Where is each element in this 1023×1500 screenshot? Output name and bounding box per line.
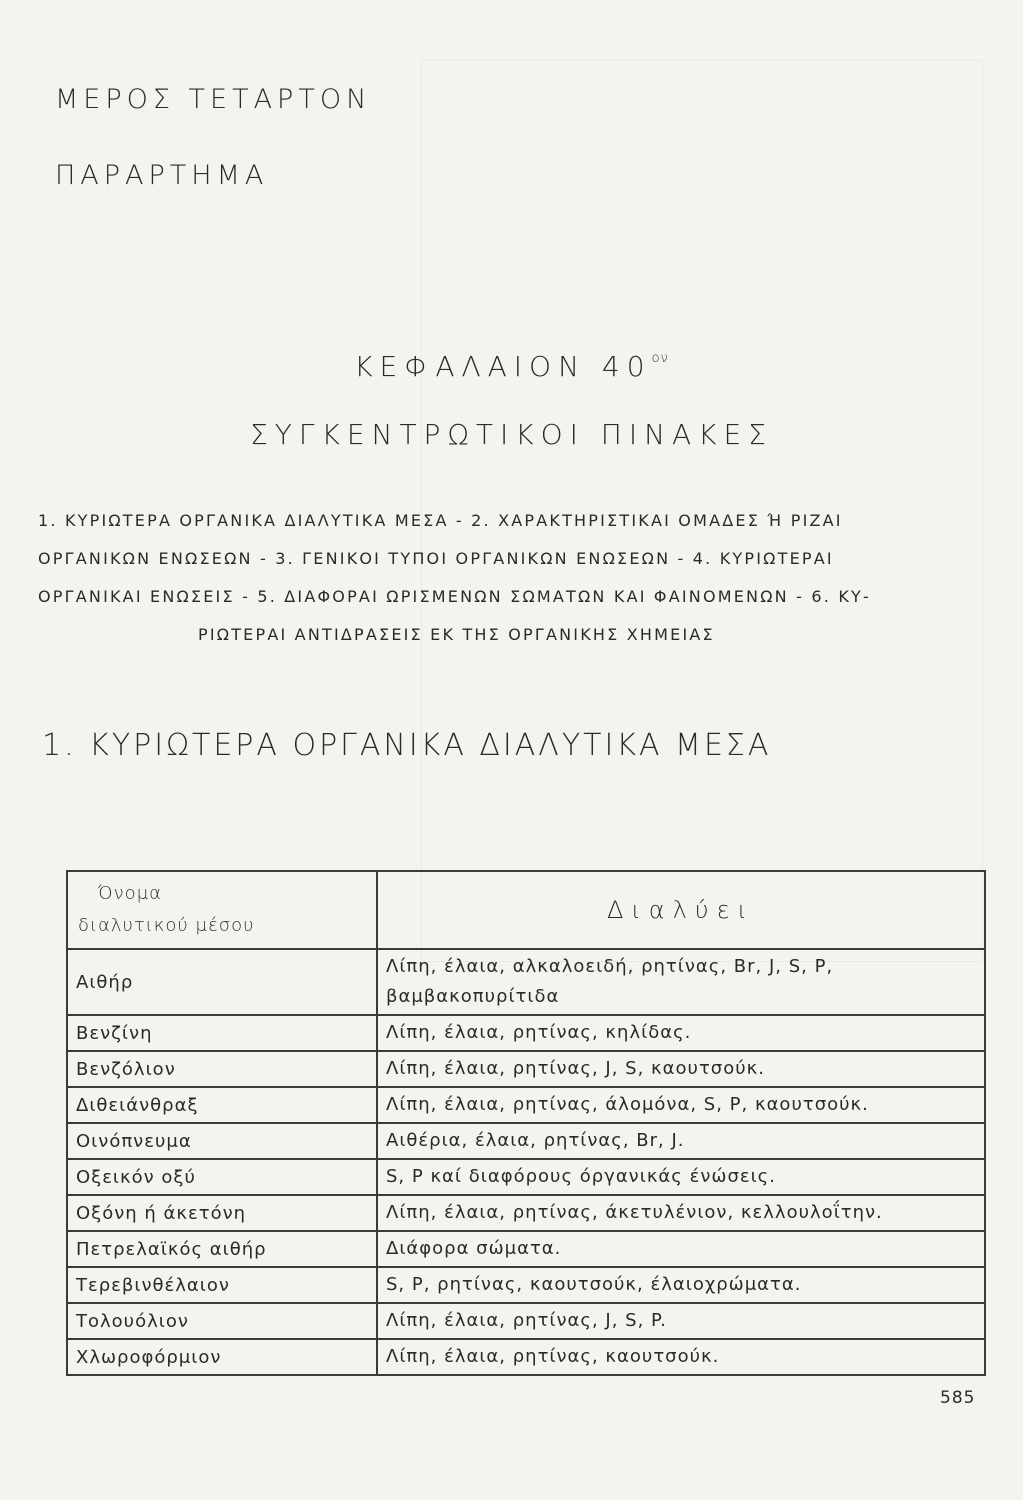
contents-line: ΟΡΓΑΝΙΚΩΝ ΕΝΩΣΕΩΝ - 3. ΓΕΝΙΚΟΙ ΤΥΠΟΙ ΟΡΓΑΝΙΚΩΝ ΕΝΩΣΕΩΝ - 4. ΚΥΡΙΩΤΕΡΑΙ xyxy=(38,549,834,568)
appendix-title: ΠΑΡΑΡΤΗΜΑ xyxy=(55,160,269,191)
table-row xyxy=(67,1123,985,1159)
name-column-header xyxy=(67,871,377,949)
solvent-name: Οξεικόν οξύ xyxy=(67,1159,377,1195)
dissolves-cell: S, P καί διαφόρους όργανικάς ένώσεις. xyxy=(377,1159,985,1195)
chapter-suffix: ον xyxy=(651,351,669,366)
table-header-row xyxy=(67,871,985,949)
dissolves-cell: Λίπη, έλαια, ρητίνας, καουτσούκ. xyxy=(377,1339,985,1375)
solvent-name: Τολουόλιον xyxy=(67,1303,377,1339)
table-row xyxy=(67,1231,985,1267)
solvent-name: Βενζόλιον xyxy=(67,1051,377,1087)
contents-line: 1. ΚΥΡΙΩΤΕΡΑ ΟΡΓΑΝΙΚΑ ΔΙΑΛΥΤΙΚΑ ΜΕΣΑ - 2. ΧΑΡΑΚΤΗΡΙΣΤΙΚΑΙ ΟΜΑΔΕΣ Ή ΡΙΖΑΙ xyxy=(38,511,843,530)
name-header-line-2: διαλυτικού μέσου xyxy=(78,915,255,936)
dissolves-cell: Λίπη, έλαια, ρητίνας, άκετυλένιον, κελλουλοΐτην. xyxy=(377,1195,985,1231)
table-row xyxy=(67,1195,985,1231)
part-title: ΜΕΡΟΣ ΤΕΤΑΡΤΟΝ xyxy=(55,84,372,115)
solvent-name: Πετρελαϊκός αιθήρ xyxy=(67,1231,377,1267)
table-row xyxy=(67,1267,985,1303)
chapter-contents xyxy=(38,502,968,654)
section-heading: 1. ΚΥΡΙΩΤΕΡΑ ΟΡΓΑΝΙΚΑ ΔΙΑΛΥΤΙΚΑ ΜΕΣΑ xyxy=(42,728,772,763)
solvent-name: Βενζίνη xyxy=(67,1015,377,1051)
solvent-name: Χλωροφόρμιον xyxy=(67,1339,377,1375)
summary-tables-title: ΣΥΓΚΕΝΤΡΩΤΙΚΟΙ ΠΙΝΑΚΕΣ xyxy=(250,418,773,451)
contents-line: ΡΙΩΤΕΡΑΙ ΑΝΤΙΔΡΑΣΕΙΣ ΕΚ ΤΗΣ ΟΡΓΑΝΙΚΗΣ ΧΗΜΕΙΑΣ xyxy=(198,625,715,644)
chapter-label: ΚΕΦΑΛΑΙΟΝ 40 xyxy=(354,350,652,383)
dissolves-cell: Λίπη, έλαια, ρητίνας, J, S, καουτσούκ. xyxy=(377,1051,985,1087)
dissolves-cell: S, P, ρητίνας, καουτσούκ, έλαιοχρώματα. xyxy=(377,1267,985,1303)
solvents-table xyxy=(66,870,986,1376)
dissolves-cell: Λίπη, έλαια, ρητίνας, J, S, P. xyxy=(377,1303,985,1339)
solvent-name: Τερεβινθέλαιον xyxy=(67,1267,377,1303)
solvent-name: Αιθήρ xyxy=(67,949,377,1015)
dissolves-column-header: Διαλύει xyxy=(377,871,985,949)
page-number: 585 xyxy=(940,1388,976,1408)
table-row xyxy=(67,1303,985,1339)
table-row xyxy=(67,1159,985,1195)
dissolves-cell: Λίπη, έλαια, αλκαλοειδή, ρητίνας, Br, J, S, P, βαμβακοπυρίτιδα xyxy=(377,949,985,1015)
dissolves-cell: Διάφορα σώματα. xyxy=(377,1231,985,1267)
table-row xyxy=(67,1015,985,1051)
chapter-heading xyxy=(0,350,1023,383)
contents-line: ΟΡΓΑΝΙΚΑΙ ΕΝΩΣΕΙΣ - 5. ΔΙΑΦΟΡΑΙ ΩΡΙΣΜΕΝΩΝ ΣΩΜΑΤΩΝ ΚΑΙ ΦΑΙΝΟΜΕΝΩΝ - 6. ΚΥ- xyxy=(38,587,871,606)
table-row xyxy=(67,1051,985,1087)
table-row xyxy=(67,1339,985,1375)
dissolves-cell: Αιθέρια, έλαια, ρητίνας, Br, J. xyxy=(377,1123,985,1159)
dissolves-cell: Λίπη, έλαια, ρητίνας, κηλίδας. xyxy=(377,1015,985,1051)
dissolves-cell: Λίπη, έλαια, ρητίνας, άλομόνα, S, P, καουτσούκ. xyxy=(377,1087,985,1123)
solvent-name: Οινόπνευμα xyxy=(67,1123,377,1159)
table-row xyxy=(67,1087,985,1123)
solvent-name: Διθειάνθραξ xyxy=(67,1087,377,1123)
solvent-name: Οξόνη ή άκετόνη xyxy=(67,1195,377,1231)
table-row xyxy=(67,949,985,1015)
name-header-line-1: Όνομα xyxy=(98,883,163,904)
